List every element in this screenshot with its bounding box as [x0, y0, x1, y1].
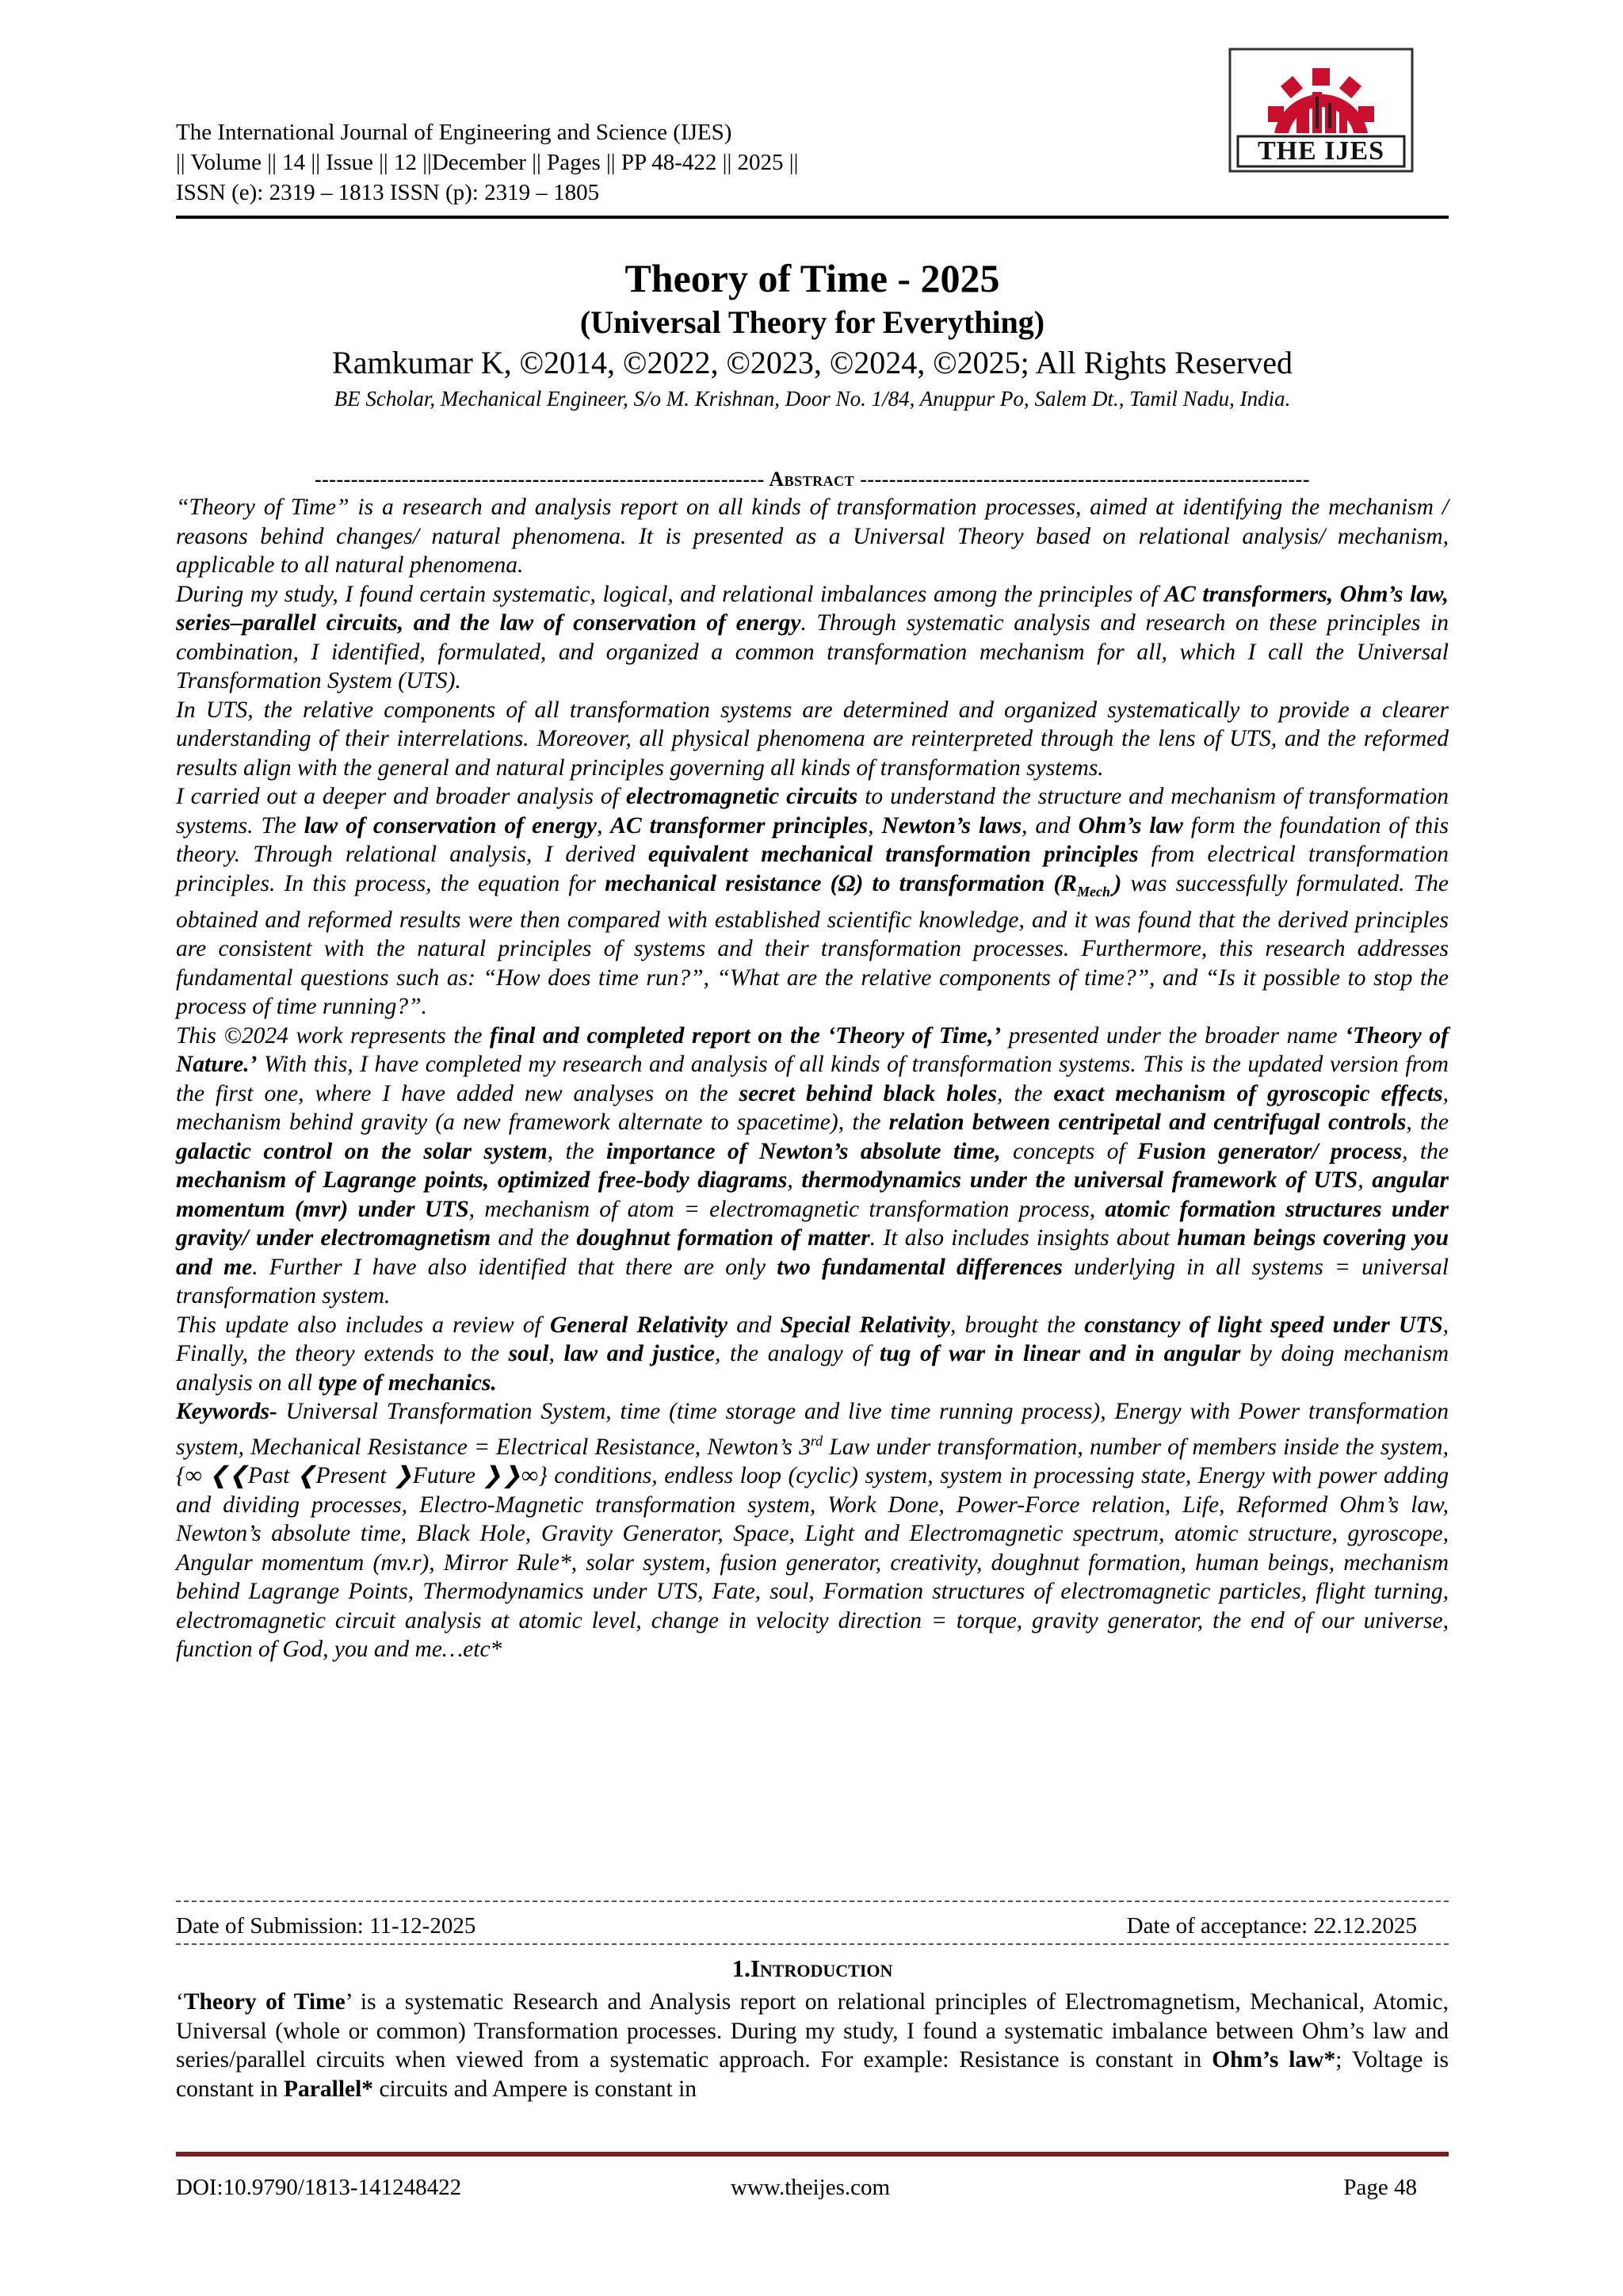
keywords-paragraph: Keywords- Universal Transformation System, time (time storage and live time running process), Energy with Power transformation system, Mechanical Resistance = Electrical Resistance, Newton’s 3rd Law under transformation, number of members inside the system, {∞ ❮❮Past ❮Present ❯Future ❯❯∞} conditions, endless loop (cyclic) system, system in processing state, Energy with power adding and dividing processes, Electro-Magnetic transformation system, Work Done, Power-Force relation, Life, Reformed Ohm’s law, Newton’s absolute time, Black Hole, Gravity Generator, Space, Light and Electromagnetic spectrum, atomic structure, gyroscope, Angular momentum (mv.r), Mirror Rule*, solar system, fusion generator, creativity, doughnut formation, human beings, mechanism behind Lagrange Points, Thermodynamics under UTS, Fate, soul, Formation structures of electromagnetic particles, flight turning, electromagnetic circuit analysis at atomic level, change in velocity direction = torque, gravity generator, the end of our universe, function of God, you and me…etc* — [176, 1399, 1449, 1663]
submission-date: Date of Submission: 11-12-2025 — [176, 1913, 476, 1939]
abstract-paragraph-1: “Theory of Time” is a research and analysis report on all kinds of transformation processes, aimed at identifying the mechanism / reasons behind changes/ natural phenomena. It is presented as a Universal Theory based on relational analysis/ mechanism, applicable to all natural phenomena. — [176, 495, 1449, 578]
introduction-body — [176, 1988, 1449, 2103]
dates-top-divider — [176, 1901, 1449, 1902]
author-affiliation: BE Scholar, Mechanical Engineer, S/o M. Krishnan, Door No. 1/84, Anuppur Po, Salem Dt., Tamil Nadu, India. — [334, 387, 1291, 411]
acceptance-date: Date of acceptance: 22.12.2025 — [1126, 1913, 1417, 1939]
introduction-paragraph: ‘Theory of Time’ is a systematic Research and Analysis report on relational principles of Electromagnetism, Mechanical, Atomic, Universal (whole or common) Transformation processes. During my study, I found a systematic imbalance between Ohm’s law and series/parallel circuits when viewed from a systematic approach. For example: Resistance is constant in Ohm’s law*; Voltage is constant in Parallel* circuits and Ampere is constant in — [176, 1989, 1449, 2102]
journal-header — [176, 117, 1285, 208]
footer-website: www.theijes.com — [731, 2175, 891, 2200]
paper-subtitle: (Universal Theory for Everything) — [579, 304, 1045, 340]
abstract-paragraph-5: This ©2024 work represents the final and completed report on the ‘Theory of Time,’ presented under the broader name ‘Theory of Nature.’ With this, I have completed my research and analysis of all kinds of transformation systems. This is the updated version from the first one, where I have added new analyses on the secret behind black holes, the exact mechanism of gyroscopic effects, mechanism behind gravity (a new framework alternate to spacetime), the relation between centripetal and centrifugal controls, the galactic control on the solar system, the importance of Newton’s absolute time, concepts of Fusion generator/ process, the mechanism of Lagrange points, optimized free-body diagrams, thermodynamics under the universal framework of UTS, angular momentum (mvr) under UTS, mechanism of atom = electromagnetic transformation process, atomic formation structures under gravity/ under electromagnetism and the doughnut formation of matter. It also includes insights about human beings covering you and me. Further I have also identified that there are only two fundamental differences underlying in all systems = universal transformation system. — [176, 1022, 1449, 1309]
abstract-paragraph-3: In UTS, the relative components of all transformation systems are determined and organized systematically to provide a clearer understanding of their interrelations. Moreover, all physical phenomena are reinterpreted through the lens of UTS, and the reformed results align with the general and natural principles governing all kinds of transformation systems. — [176, 697, 1449, 781]
abstract-heading-text: Abstract — [769, 468, 855, 491]
abstract-heading-dashes-right: -------------------------------------------------------------- — [860, 468, 1310, 491]
abstract-heading — [176, 468, 1449, 491]
dates-bottom-divider — [176, 1943, 1449, 1945]
keywords-label: Keywords- — [176, 1399, 277, 1425]
abstract-body — [176, 493, 1449, 1664]
title-block — [176, 254, 1449, 414]
paper-author: Ramkumar K, ©2014, ©2022, ©2023, ©2024, ©2025; All Rights Reserved — [332, 345, 1293, 380]
footer-page-number: Page 48 — [1343, 2175, 1417, 2200]
abstract-paragraph-4: I carried out a deeper and broader analysis of electromagnetic circuits to understand the structure and mechanism of transformation systems. The law of conservation of energy, AC transformer principles, Newton’s laws, and Ohm’s law form the foundation of this theory. Through relational analysis, I derived equivalent mechanical transformation principles from electrical transformation principles. In this process, the equation for mechanical resistance (Ω) to transformation $(R_{Mech.})$ was successfully formulated. The obtained and reformed results were then compared with established scientific knowledge, and it was found that the derived principles are consistent with the natural principles of systems and their transformation processes. Furthermore, this research addresses fundamental questions such as: “How does time run?”, “What are the relative components of time?”, and “Is it possible to stop the process of time running?”. — [176, 784, 1449, 1020]
abstract-paragraph-2: During my study, I found certain systematic, logical, and relational imbalances among the principles of AC transformers, Ohm’s law, series–parallel circuits, and the law of conservation of energy. Through systematic analysis and research on these principles in combination, I identified, formulated, and organized a common transformation mechanism for all, which I call the Universal Transformation System (UTS). — [176, 581, 1449, 693]
header-rule — [176, 216, 1449, 219]
paper-title: Theory of Time - 2025 — [624, 256, 1000, 300]
journal-issn-line: ISSN (e): 2319 – 1813 ISSN (p): 2319 – 1805 — [176, 180, 600, 205]
abstract-paragraph-6: This update also includes a review of General Relativity and Special Relativity, brought the constancy of light speed under UTS, Finally, the theory extends to the soul, law and justice, the analogy of tug of war in linear and in angular by doing mechanism analysis on all type of mechanics. — [176, 1312, 1449, 1396]
ijes-logo — [1227, 46, 1415, 174]
footer-rule — [176, 2152, 1449, 2157]
footer-doi: DOI:10.9790/1813-141248422 — [176, 2175, 462, 2200]
journal-name: The International Journal of Engineering and Science (IJES) — [176, 120, 732, 145]
logo-text: THE IJES — [1257, 136, 1385, 166]
abstract-heading-dashes-left: -------------------------------------------------------------- — [314, 468, 765, 491]
journal-volume-line: || Volume || 14 || Issue || 12 ||December || Pages || PP 48-422 || 2025 || — [176, 150, 799, 175]
introduction-heading: 1.Introduction — [731, 1954, 893, 1982]
